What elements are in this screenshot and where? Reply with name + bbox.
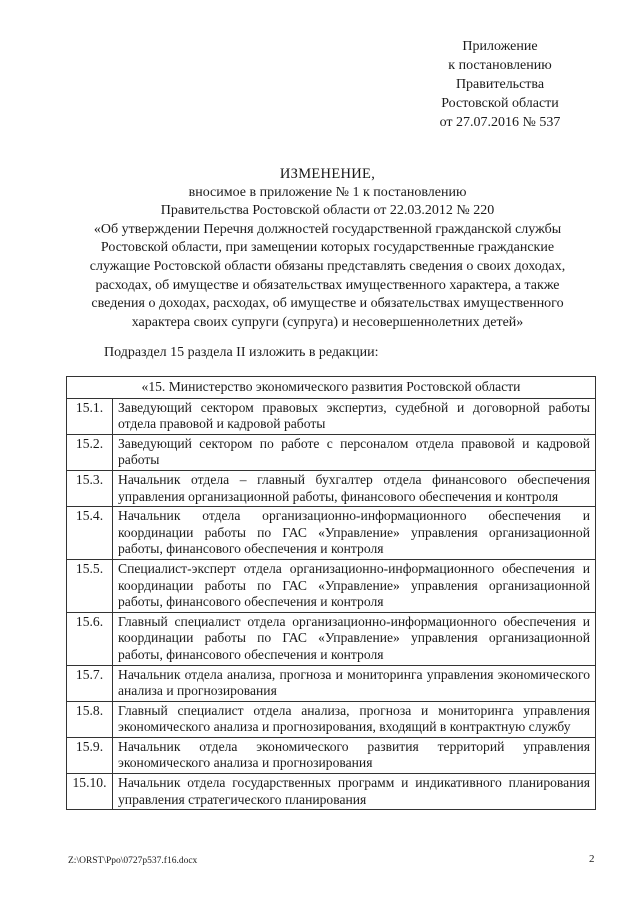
heading-line: вносимое в приложение № 1 к постановлению — [188, 184, 467, 200]
appendix-line: Приложение — [462, 39, 538, 54]
section-header: «15. Министерство экономического развития Ростовской области — [67, 377, 596, 399]
table-row — [67, 701, 596, 737]
table-row — [67, 559, 596, 612]
intro-paragraph: Подраздел 15 раздела II изложить в редакции: — [104, 345, 379, 360]
row-number: 15.9. — [67, 737, 113, 773]
heading-line: характера своих супруги (супруга) и несовершеннолетних детей» — [131, 314, 524, 330]
row-number: 15.5. — [67, 559, 113, 612]
positions-table — [66, 376, 596, 810]
table-row — [67, 398, 596, 434]
row-number: 15.4. — [67, 507, 113, 560]
heading-title: ИЗМЕНЕНИЕ, — [279, 166, 376, 182]
document-heading — [60, 165, 595, 332]
table-row — [67, 434, 596, 470]
row-text: Начальник отдела организационно-информационного обеспечения и координации работы по ГАС «Управление» управления организационной работы, финансового обеспечения и контроля — [113, 507, 596, 560]
row-number: 15.6. — [67, 612, 113, 665]
row-number: 15.3. — [67, 470, 113, 506]
table-row — [67, 737, 596, 773]
appendix-block — [415, 37, 585, 132]
heading-line: служащие Ростовской области обязаны представлять сведения о своих доходах, — [89, 258, 566, 274]
appendix-line: от 27.07.2016 № 537 — [439, 115, 561, 130]
section-header-row — [67, 377, 596, 399]
heading-line: расходах, об имуществе и обязательствах имущественного характера, а также — [95, 277, 560, 293]
heading-line: сведения о доходах, расходах, об имуществе и обязательствах имущественного — [91, 296, 564, 312]
table-row — [67, 774, 596, 810]
row-text: Главный специалист отдела анализа, прогноза и мониторинга управления экономического анализа и прогнозирования, входящий в контрактную службу — [113, 701, 596, 737]
row-number: 15.2. — [67, 434, 113, 470]
table-row — [67, 612, 596, 665]
table-row — [67, 470, 596, 506]
row-text: Начальник отдела – главный бухгалтер отдела финансового обеспечения управления организационной работы, финансового обеспечения и контроля — [113, 470, 596, 506]
row-number: 15.10. — [67, 774, 113, 810]
row-text: Начальник отдела анализа, прогноза и мониторинга управления экономического анализа и прогнозирования — [113, 665, 596, 701]
appendix-line: к постановлению — [448, 58, 552, 73]
table-row — [67, 665, 596, 701]
heading-line: Правительства Ростовской области от 22.03.2012 № 220 — [160, 203, 495, 219]
row-text: Начальник отдела государственных программ и индикативного планирования управления стратегического планирования — [113, 774, 596, 810]
row-text: Заведующий сектором по работе с персоналом отдела правовой и кадровой работы — [113, 434, 596, 470]
row-number: 15.7. — [67, 665, 113, 701]
appendix-line: Ростовской области — [441, 96, 559, 111]
footer-file-path: Z:\ORST\Ppo\0727p537.f16.docx — [68, 856, 198, 866]
row-text: Заведующий сектором правовых экспертиз, судебной и договорной работы отдела правовой и кадровой работы — [113, 398, 596, 434]
appendix-line: Правительства — [455, 77, 545, 92]
row-text: Начальник отдела экономического развития территорий управления экономического анализа и прогнозирования — [113, 737, 596, 773]
page-number: 2 — [589, 853, 595, 865]
table-row — [67, 507, 596, 560]
row-number: 15.1. — [67, 398, 113, 434]
row-number: 15.8. — [67, 701, 113, 737]
row-text: Главный специалист отдела организационно-информационного обеспечения и координации работы по ГАС «Управление» управления организационной работы, финансового обеспечения и контроля — [113, 612, 596, 665]
heading-line: «Об утверждении Перечня должностей государственной гражданской службы — [93, 221, 562, 237]
heading-line: Ростовской области, при замещении которых государственные гражданские — [100, 240, 555, 256]
row-text: Специалист-эксперт отдела организационно-информационного обеспечения и координации работы по ГАС «Управление» управления организационной работы, финансового обеспечения и контроля — [113, 559, 596, 612]
